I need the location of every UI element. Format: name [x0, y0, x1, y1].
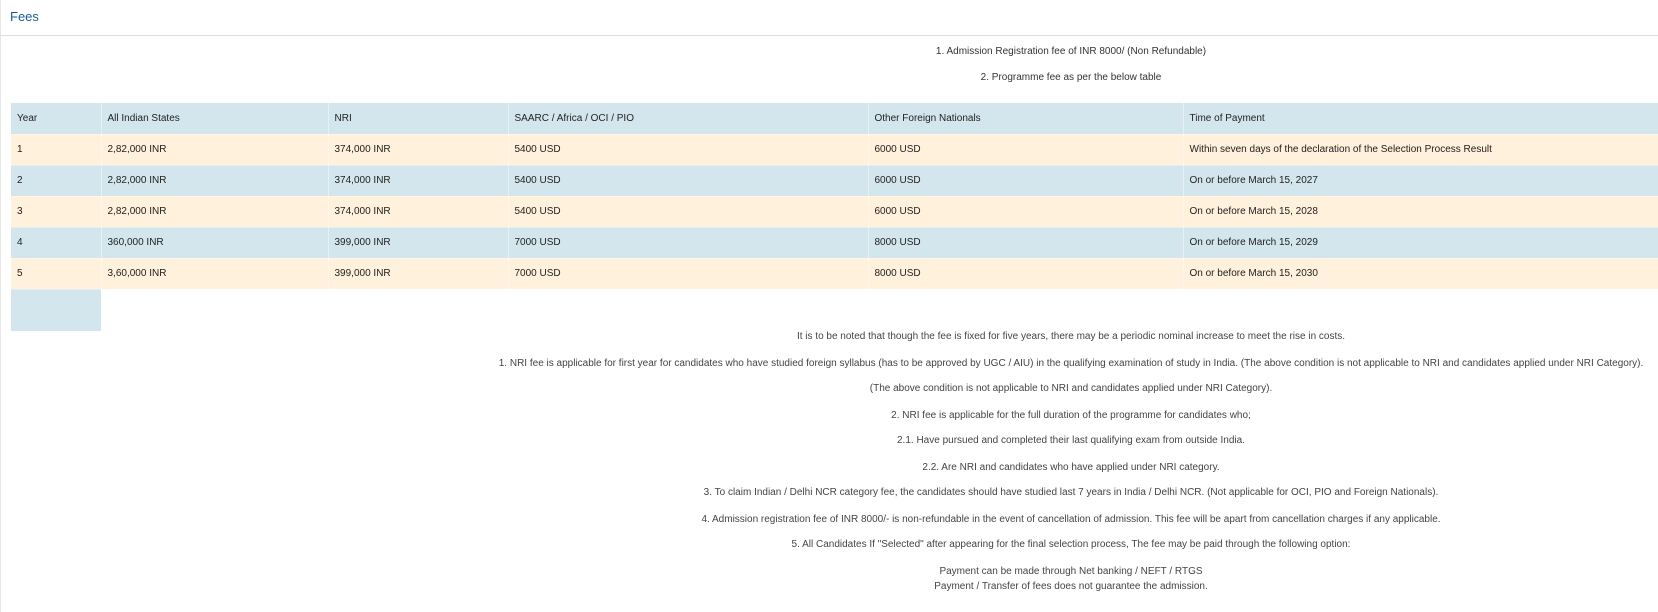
- header-year: Year: [11, 103, 101, 134]
- table-row: [11, 258, 1658, 289]
- cell-saarc: 7000 USD: [508, 258, 868, 289]
- cell-nri: 374,000 INR: [328, 196, 508, 227]
- cell-nri: 399,000 INR: [328, 258, 508, 289]
- note-fee-increase: It is to be noted that though the fee is fixed for five years, there may be a periodic nominal increase to meet the rise in costs.: [796, 331, 1346, 342]
- note-2: 2. NRI fee is applicable for the full duration of the programme for candidates who;: [891, 410, 1251, 421]
- fees-table: [11, 103, 1658, 331]
- panel-header: [1, 0, 1658, 36]
- cell-time-of-payment: Within seven days of the declaration of the Selection Process Result: [1183, 134, 1658, 165]
- cell-year: 1: [11, 134, 101, 165]
- header-nri: NRI: [328, 103, 508, 134]
- cell-nri: 399,000 INR: [328, 227, 508, 258]
- cell-year: 3: [11, 196, 101, 227]
- cell-saarc: 7000 USD: [508, 227, 868, 258]
- note-1: 1. NRI fee is applicable for first year for candidates who have studied foreign syllabus (has to be approved by UGC / AIU) in the qualifying examination of study in India. (The above condition is not applicable to NRI and candidates applied under NRI Category).: [498, 358, 1644, 369]
- cell-all-indian-states: 3,60,000 INR: [101, 258, 328, 289]
- cell-time-of-payment: On or before March 15, 2029: [1183, 227, 1658, 258]
- empty-cell: [11, 289, 101, 331]
- cell-nri: 374,000 INR: [328, 165, 508, 196]
- cell-saarc: 5400 USD: [508, 165, 868, 196]
- header-saarc-africa-oci-pio: SAARC / Africa / OCI / PIO: [508, 103, 868, 134]
- cell-time-of-payment: On or before March 15, 2030: [1183, 258, 1658, 289]
- cell-other-foreign: 6000 USD: [868, 196, 1183, 227]
- header-other-foreign-nationals: Other Foreign Nationals: [868, 103, 1183, 134]
- cell-nri: 374,000 INR: [328, 134, 508, 165]
- cell-year: 5: [11, 258, 101, 289]
- cell-year: 2: [11, 165, 101, 196]
- cell-all-indian-states: 360,000 INR: [101, 227, 328, 258]
- note-2-2: 2.2. Are NRI and candidates who have applied under NRI category.: [922, 462, 1220, 473]
- cell-all-indian-states: 2,82,000 INR: [101, 134, 328, 165]
- cell-saarc: 5400 USD: [508, 134, 868, 165]
- cell-year: 4: [11, 227, 101, 258]
- payment-disclaimer: Payment / Transfer of fees does not guarantee the admission.: [934, 581, 1208, 592]
- table-row: [11, 165, 1658, 196]
- payment-methods: Payment can be made through Net banking / NEFT / RTGS: [939, 566, 1203, 577]
- cell-all-indian-states: 2,82,000 INR: [101, 165, 328, 196]
- note-2-1: 2.1. Have pursued and completed their last qualifying exam from outside India.: [897, 435, 1245, 446]
- cell-time-of-payment: On or before March 15, 2028: [1183, 196, 1658, 227]
- note-4: 4. Admission registration fee of INR 8000/- is non-refundable in the event of cancellation of admission. This fee will be apart from cancellation charges if any applicable.: [701, 514, 1441, 525]
- header-time-of-payment: Time of Payment: [1183, 103, 1658, 134]
- cell-saarc: 5400 USD: [508, 196, 868, 227]
- table-row: [11, 196, 1658, 227]
- cell-all-indian-states: 2,82,000 INR: [101, 196, 328, 227]
- panel-title: Fees: [10, 9, 39, 24]
- header-all-indian-states: All Indian States: [101, 103, 328, 134]
- intro-line-2: 2. Programme fee as per the below table: [980, 72, 1162, 83]
- table-header-row: [11, 103, 1658, 134]
- note-5: 5. All Candidates If "Selected" after appearing for the final selection process, The fee may be paid through the following option:: [791, 539, 1351, 550]
- note-3: 3. To claim Indian / Delhi NCR category fee, the candidates should have studied last 7 years in India / Delhi NCR. (Not applicable for OCI, PIO and Foreign Nationals).: [703, 487, 1439, 498]
- note-1-condition: (The above condition is not applicable to NRI and candidates applied under NRI Category).: [869, 383, 1273, 394]
- cell-other-foreign: 8000 USD: [868, 227, 1183, 258]
- table-row: [11, 134, 1658, 165]
- cell-other-foreign: 6000 USD: [868, 134, 1183, 165]
- table-row: [11, 227, 1658, 258]
- intro-line-1: 1. Admission Registration fee of INR 8000/ (Non Refundable): [935, 46, 1207, 57]
- cell-other-foreign: 8000 USD: [868, 258, 1183, 289]
- cell-time-of-payment: On or before March 15, 2027: [1183, 165, 1658, 196]
- table-empty-row: [11, 289, 1658, 331]
- cell-other-foreign: 6000 USD: [868, 165, 1183, 196]
